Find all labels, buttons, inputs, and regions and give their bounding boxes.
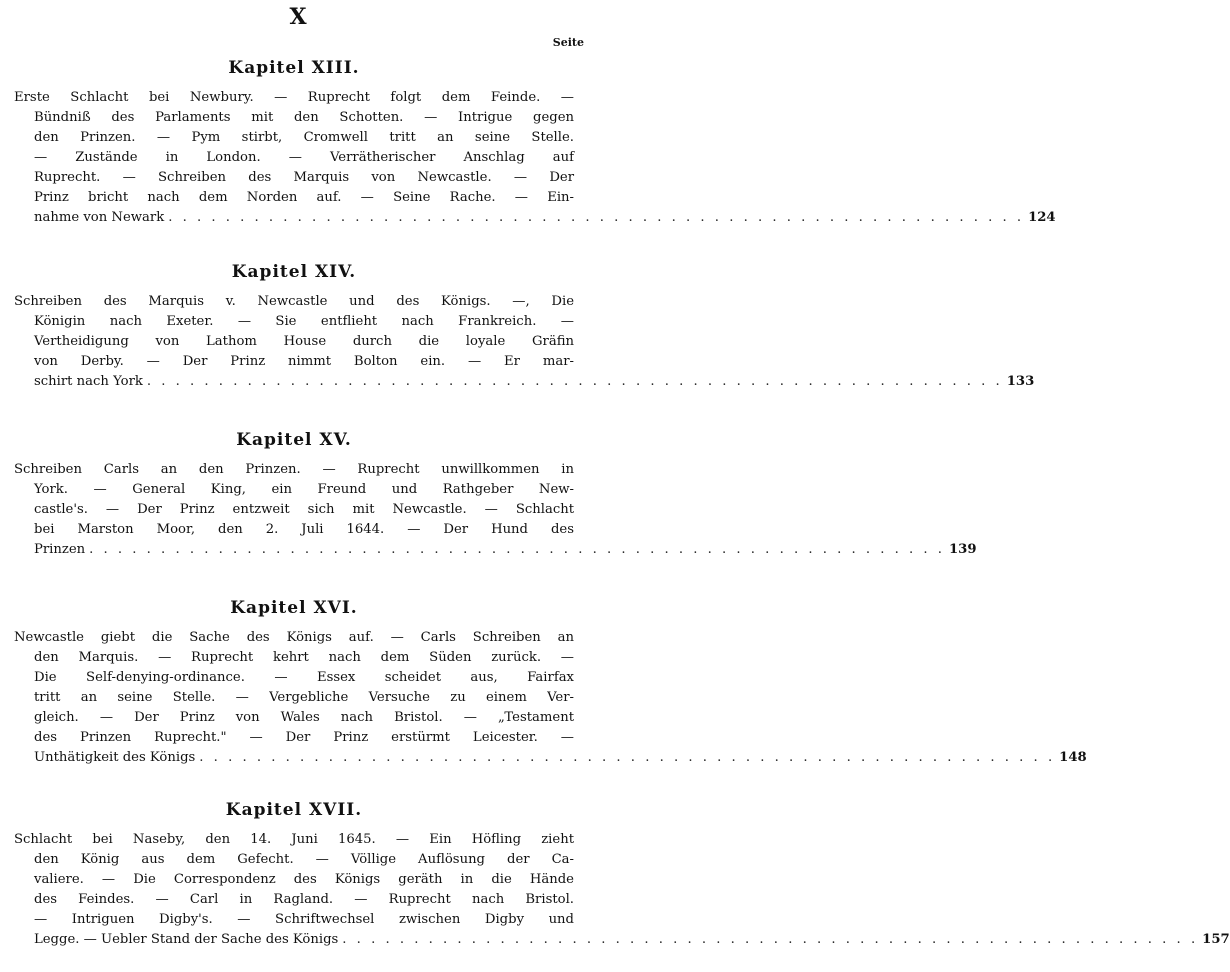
chapter-heading: Kapitel XIV. bbox=[231, 262, 357, 282]
summary-line: den König aus dem Gefecht. — Völlige Auflösung der Ca- bbox=[34, 852, 574, 867]
summary-line: Bündniß des Parlaments mit den Schotten. — Intrigue gegen bbox=[34, 110, 574, 125]
chapter-entry bbox=[14, 800, 1230, 950]
summary-line: Prinz bricht nach dem Norden auf. — Seine Rache. — Ein- bbox=[34, 190, 574, 205]
summary-line: Erste Schlacht bei Newbury. — Ruprecht folgt dem Feinde. — bbox=[14, 90, 574, 105]
summary-last-line bbox=[14, 208, 1056, 228]
summary-line: von Derby. — Der Prinz nimmt Bolton ein. — Er mar- bbox=[34, 354, 574, 369]
summary-line: valiere. — Die Correspondenz des Königs geräth in die Hände bbox=[34, 872, 574, 887]
summary-line: Unthätigkeit des Königs bbox=[34, 750, 196, 765]
summary-line: castle's. — Der Prinz entzweit sich mit Newcastle. — Schlacht bbox=[34, 502, 574, 517]
dot-leader: . . . . . . . . . . . . . . . . . . . . . . . . . . . . . . . . . . . . . . . . . . . . . . . . . . . . . . . . . . . . bbox=[342, 932, 1199, 947]
summary-line: Ruprecht. — Schreiben des Marquis von Newcastle. — Der bbox=[34, 170, 574, 185]
chapter-summary bbox=[14, 460, 977, 560]
page-reference: 148 bbox=[1059, 750, 1087, 765]
summary-line: Schlacht bei Naseby, den 14. Juni 1645. — Ein Höfling zieht bbox=[14, 832, 574, 847]
page-reference: 124 bbox=[1028, 210, 1056, 225]
chapter-summary bbox=[14, 830, 1230, 950]
summary-line: Schreiben des Marquis v. Newcastle und des Königs. —, Die bbox=[14, 294, 574, 309]
chapter-heading: Kapitel XVII. bbox=[225, 800, 363, 820]
summary-line: Königin nach Exeter. — Sie entflieht nach Frankreich. — bbox=[34, 314, 574, 329]
summary-line: den Prinzen. — Pym stirbt, Cromwell tritt an seine Stelle. bbox=[34, 130, 574, 145]
chapter-heading: Kapitel XIII. bbox=[228, 58, 360, 78]
summary-line: York. — General King, ein Freund und Rathgeber New- bbox=[34, 482, 574, 497]
summary-line: den Marquis. — Ruprecht kehrt nach dem Süden zurück. — bbox=[34, 650, 574, 665]
chapter-entry bbox=[14, 262, 1035, 392]
page-reference: 139 bbox=[948, 542, 977, 557]
chapter-entry bbox=[14, 598, 1087, 768]
summary-line: nahme von Newark bbox=[34, 210, 165, 225]
summary-line: Legge. — Uebler Stand der Sache des Königs bbox=[34, 932, 339, 947]
page-reference: 157 bbox=[1202, 932, 1230, 947]
summary-line: tritt an seine Stelle. — Vergebliche Versuche zu einem Ver- bbox=[34, 690, 574, 705]
summary-line: Vertheidigung von Lathom House durch die loyale Gräfin bbox=[34, 334, 574, 349]
summary-line: — Intriguen Digby's. — Schriftwechsel zwischen Digby und bbox=[34, 912, 574, 927]
summary-line: — Zustände in London. — Verrätherischer Anschlag auf bbox=[34, 150, 574, 165]
page-reference: 133 bbox=[1006, 374, 1035, 389]
chapter-heading: Kapitel XVI. bbox=[230, 598, 358, 618]
summary-last-line bbox=[14, 930, 1230, 950]
summary-line: gleich. — Der Prinz von Wales nach Bristol. — „Testament bbox=[34, 710, 574, 725]
summary-line: bei Marston Moor, den 2. Juli 1644. — Der Hund des bbox=[34, 522, 574, 537]
dot-leader: . . . . . . . . . . . . . . . . . . . . . . . . . . . . . . . . . . . . . . . . . . . . . . . . . . . . . . . . . . . . bbox=[199, 750, 1056, 765]
chapter-entry bbox=[14, 430, 977, 560]
summary-last-line bbox=[14, 372, 1035, 392]
summary-line: des Feindes. — Carl in Ragland. — Ruprecht nach Bristol. bbox=[34, 892, 574, 907]
chapter-summary bbox=[14, 88, 1056, 228]
dot-leader: . . . . . . . . . . . . . . . . . . . . . . . . . . . . . . . . . . . . . . . . . . . . . . . . . . . . . . . . . . . . bbox=[168, 210, 1025, 225]
summary-last-line bbox=[14, 540, 977, 560]
chapter-entry bbox=[14, 58, 1056, 228]
chapter-summary bbox=[14, 628, 1087, 768]
summary-line: Die Self-denying-ordinance. — Essex scheidet aus, Fairfax bbox=[34, 670, 574, 685]
dot-leader: . . . . . . . . . . . . . . . . . . . . . . . . . . . . . . . . . . . . . . . . . . . . . . . . . . . . . . . . . . . . bbox=[89, 542, 945, 557]
summary-line: des Prinzen Ruprecht." — Der Prinz erstürmt Leicester. — bbox=[34, 730, 574, 745]
chapter-heading: Kapitel XV. bbox=[236, 430, 352, 450]
summary-line: Schreiben Carls an den Prinzen. — Ruprecht unwillkommen in bbox=[14, 462, 574, 477]
summary-line: Newcastle giebt die Sache des Königs auf. — Carls Schreiben an bbox=[14, 630, 574, 645]
summary-line: Prinzen bbox=[34, 542, 86, 557]
seite-column-label: Seite bbox=[552, 36, 584, 49]
summary-line: schirt nach York bbox=[34, 374, 143, 389]
page-number: X bbox=[289, 4, 307, 30]
dot-leader: . . . . . . . . . . . . . . . . . . . . . . . . . . . . . . . . . . . . . . . . . . . . . . . . . . . . . . . . . . . . bbox=[146, 374, 1003, 389]
summary-last-line bbox=[14, 748, 1087, 768]
chapter-summary bbox=[14, 292, 1035, 392]
